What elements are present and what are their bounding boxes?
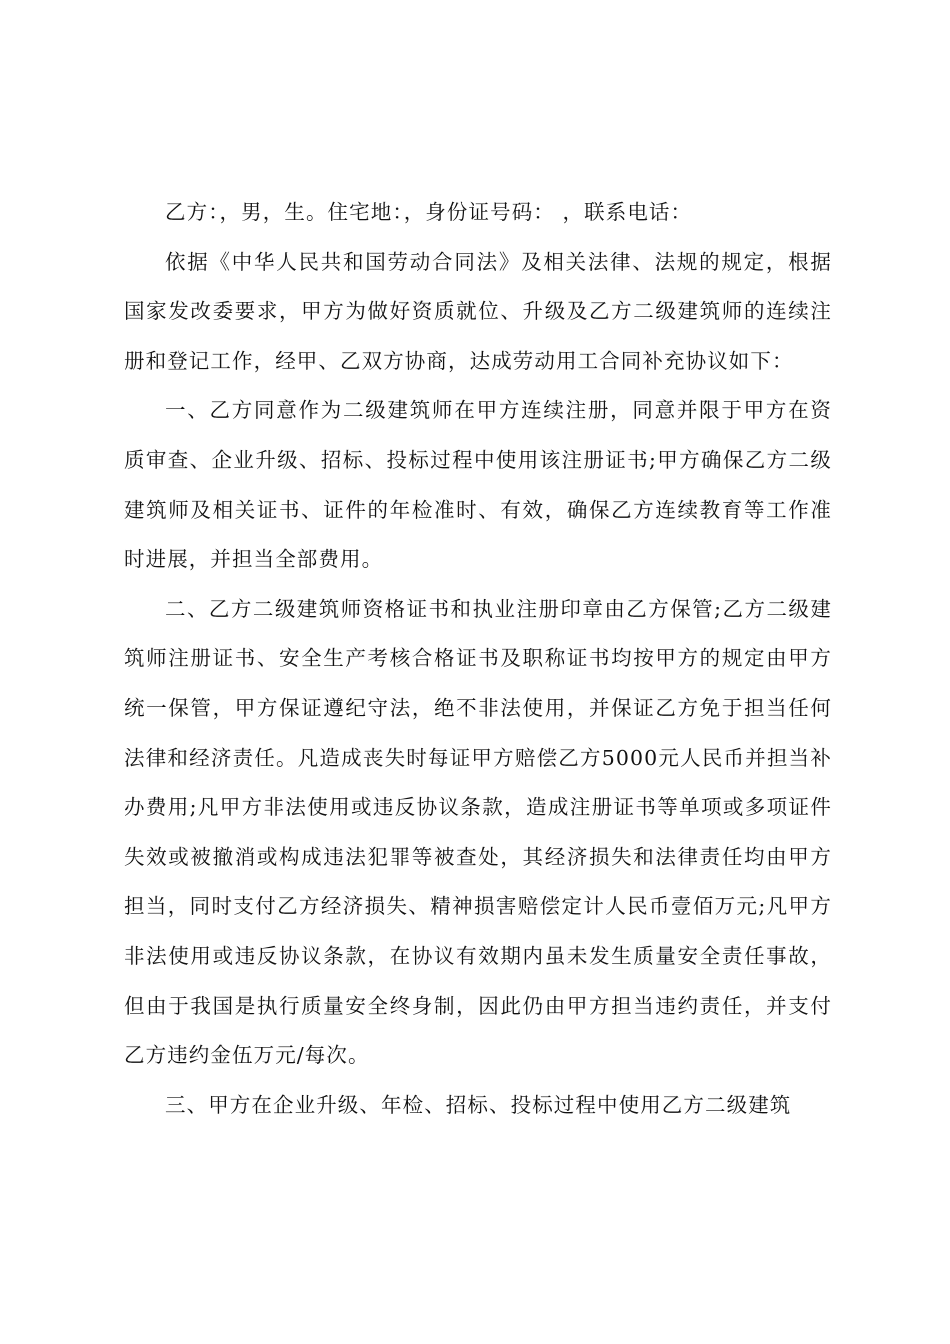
clause-one-paragraph: 一、乙方同意作为二级建筑师在甲方连续注册，同意并限于甲方在资质审查、企业升级、招标、投标过程中使用该注册证书;甲方确保乙方二级建筑师及相关证书、证件的年检准时、有效，确保乙方连续教育等工作准时进展，并担当全部费用。	[124, 398, 832, 572]
clause-two-paragraph: 二、乙方二级建筑师资格证书和执业注册印章由乙方保管;乙方二级建筑师注册证书、安全生产考核合格证书及职称证书均按甲方的规定由甲方统一保管，甲方保证遵纪守法，绝不非法使用，并保证乙方免于担当任何法律和经济责任。凡造成丧失时每证甲方赔偿乙方5000元人民币并担当补办费用;凡甲方非法使用或违反协议条款，造成注册证书等单项或多项证件失效或被撤消或构成违法犯罪等被查处，其经济损失和法律责任均由甲方担当，同时支付乙方经济损失、精神损害赔偿定计人民币壹佰万元;凡甲方非法使用或违反协议条款，在协议有效期内虽未发生质量安全责任事故，但由于我国是执行质量安全终身制，因此仍由甲方担当违约责任，并支付乙方违约金伍万元/每次。	[124, 596, 832, 1068]
document-body	[124, 188, 832, 1130]
preamble-paragraph: 依据《中华人民共和国劳动合同法》及相关法律、法规的规定，根据国家发改委要求，甲方为做好资质就位、升级及乙方二级建筑师的连续注册和登记工作，经甲、乙双方协商，达成劳动用工合同补充协议如下：	[124, 249, 832, 373]
clause-three-paragraph: 三、甲方在企业升级、年检、招标、投标过程中使用乙方二级建筑	[165, 1092, 792, 1117]
party-b-info-paragraph: 乙方：，男，生。住宅地：，身份证号码： ，联系电话：	[165, 200, 693, 224]
